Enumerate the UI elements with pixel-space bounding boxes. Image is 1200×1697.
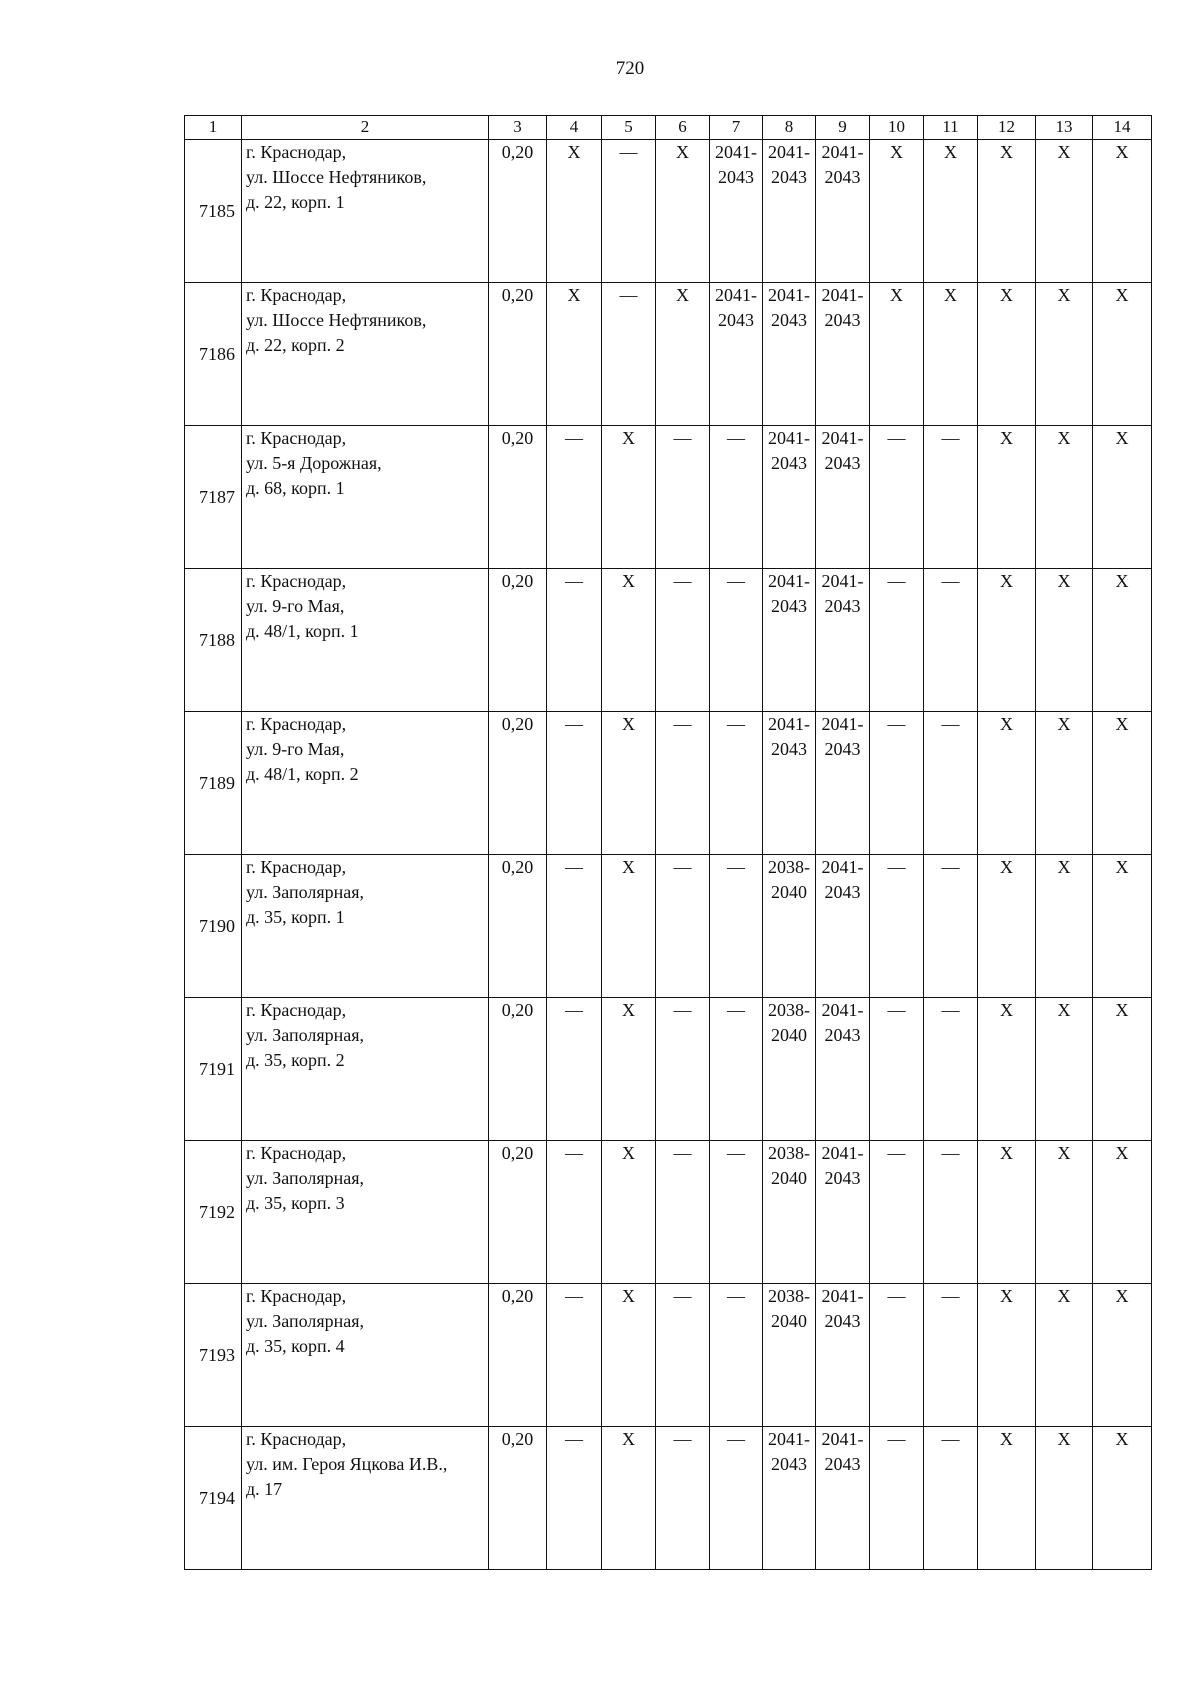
cell-col-5: X bbox=[602, 1427, 656, 1570]
period-line: 2040 bbox=[771, 882, 807, 902]
cell-col-12: X bbox=[978, 426, 1036, 569]
row-number: 7192 bbox=[185, 1141, 242, 1284]
address-line: г. Краснодар, bbox=[246, 1143, 347, 1163]
address-line: ул. Заполярная, bbox=[246, 1168, 365, 1188]
row-number: 7193 bbox=[185, 1284, 242, 1427]
cell-col-3: 0,20 bbox=[489, 1427, 547, 1570]
cell-col-9 bbox=[816, 855, 870, 998]
cell-col-8 bbox=[763, 1427, 816, 1570]
period-line: 2041- bbox=[768, 1429, 810, 1449]
period-line: — bbox=[727, 1143, 745, 1163]
cell-col-6: X bbox=[656, 283, 710, 426]
cell-col-10: — bbox=[870, 855, 924, 998]
period-line: 2043 bbox=[824, 739, 861, 759]
column-header: 5 bbox=[602, 116, 656, 140]
period-line: — bbox=[727, 1000, 745, 1020]
column-header: 8 bbox=[763, 116, 816, 140]
period-line: 2041- bbox=[821, 1286, 864, 1306]
column-header: 14 bbox=[1093, 116, 1152, 140]
cell-col-6: — bbox=[656, 1284, 710, 1427]
cell-col-5: X bbox=[602, 998, 656, 1141]
column-header: 13 bbox=[1036, 116, 1093, 140]
period-line: 2041- bbox=[821, 1429, 864, 1449]
period-line: 2043 bbox=[771, 167, 807, 187]
column-header: 2 bbox=[242, 116, 489, 140]
cell-col-9 bbox=[816, 569, 870, 712]
cell-col-8 bbox=[763, 1141, 816, 1284]
address-line: г. Краснодар, bbox=[246, 285, 347, 305]
period-line: 2038- bbox=[768, 1000, 810, 1020]
cell-col-11: — bbox=[924, 998, 978, 1141]
cell-col-14: X bbox=[1093, 283, 1152, 426]
address-cell bbox=[242, 140, 489, 283]
table-row bbox=[185, 712, 1152, 855]
address-line: ул. Заполярная, bbox=[246, 882, 365, 902]
cell-col-12: X bbox=[978, 1141, 1036, 1284]
cell-col-3: 0,20 bbox=[489, 998, 547, 1141]
address-line: д. 48/1, корп. 2 bbox=[246, 764, 359, 784]
row-number: 7185 bbox=[185, 140, 242, 283]
cell-col-4: — bbox=[547, 1427, 602, 1570]
row-number: 7188 bbox=[185, 569, 242, 712]
period-line: 2041- bbox=[821, 571, 864, 591]
cell-col-7 bbox=[710, 1141, 763, 1284]
period-line: 2041- bbox=[768, 142, 810, 162]
period-line: 2041- bbox=[821, 714, 864, 734]
period-line: 2043 bbox=[771, 1454, 807, 1474]
address-line: д. 22, корп. 1 bbox=[246, 192, 345, 212]
period-line: — bbox=[727, 571, 745, 591]
address-line: д. 35, корп. 4 bbox=[246, 1336, 345, 1356]
cell-col-12: X bbox=[978, 569, 1036, 712]
cell-col-7 bbox=[710, 998, 763, 1141]
cell-col-6: — bbox=[656, 712, 710, 855]
header-row bbox=[185, 116, 1152, 140]
address-line: ул. 9-го Мая, bbox=[246, 596, 345, 616]
period-line: 2041- bbox=[768, 285, 810, 305]
cell-col-10: X bbox=[870, 140, 924, 283]
cell-col-4: — bbox=[547, 1284, 602, 1427]
cell-col-6: — bbox=[656, 998, 710, 1141]
table-row bbox=[185, 1284, 1152, 1427]
cell-col-13: X bbox=[1036, 712, 1093, 855]
cell-col-14: X bbox=[1093, 1427, 1152, 1570]
address-cell bbox=[242, 998, 489, 1141]
address-line: д. 35, корп. 2 bbox=[246, 1050, 345, 1070]
cell-col-3: 0,20 bbox=[489, 140, 547, 283]
table-row bbox=[185, 998, 1152, 1141]
cell-col-14: X bbox=[1093, 140, 1152, 283]
column-header: 4 bbox=[547, 116, 602, 140]
cell-col-11: — bbox=[924, 1427, 978, 1570]
cell-col-12: X bbox=[978, 1427, 1036, 1570]
cell-col-8 bbox=[763, 1284, 816, 1427]
address-cell bbox=[242, 712, 489, 855]
column-header: 1 bbox=[185, 116, 242, 140]
cell-col-12: X bbox=[978, 855, 1036, 998]
cell-col-3: 0,20 bbox=[489, 569, 547, 712]
address-line: ул. им. Героя Яцкова И.В., bbox=[246, 1454, 448, 1474]
cell-col-4: — bbox=[547, 569, 602, 712]
cell-col-4: X bbox=[547, 283, 602, 426]
cell-col-14: X bbox=[1093, 569, 1152, 712]
cell-col-3: 0,20 bbox=[489, 283, 547, 426]
cell-col-7 bbox=[710, 1284, 763, 1427]
cell-col-13: X bbox=[1036, 426, 1093, 569]
period-line: 2043 bbox=[771, 596, 807, 616]
cell-col-12: X bbox=[978, 283, 1036, 426]
period-line: — bbox=[727, 714, 745, 734]
period-line: 2040 bbox=[771, 1168, 807, 1188]
cell-col-12: X bbox=[978, 712, 1036, 855]
period-line: 2043 bbox=[771, 310, 807, 330]
address-line: д. 22, корп. 2 bbox=[246, 335, 345, 355]
table-row bbox=[185, 426, 1152, 569]
address-line: г. Краснодар, bbox=[246, 1429, 347, 1449]
address-line: ул. Заполярная, bbox=[246, 1311, 365, 1331]
cell-col-9 bbox=[816, 998, 870, 1141]
period-line: 2043 bbox=[771, 453, 807, 473]
period-line: — bbox=[727, 857, 745, 877]
cell-col-11: — bbox=[924, 569, 978, 712]
cell-col-5: X bbox=[602, 1284, 656, 1427]
table-row bbox=[185, 140, 1152, 283]
cell-col-11: — bbox=[924, 426, 978, 569]
address-line: г. Краснодар, bbox=[246, 1000, 347, 1020]
cell-col-8 bbox=[763, 283, 816, 426]
cell-col-11: — bbox=[924, 855, 978, 998]
table-row bbox=[185, 569, 1152, 712]
period-line: 2043 bbox=[718, 167, 754, 187]
row-number: 7189 bbox=[185, 712, 242, 855]
cell-col-9 bbox=[816, 1284, 870, 1427]
column-header: 9 bbox=[816, 116, 870, 140]
address-line: д. 17 bbox=[246, 1479, 283, 1499]
row-number: 7187 bbox=[185, 426, 242, 569]
address-cell bbox=[242, 426, 489, 569]
period-line: 2041- bbox=[821, 1000, 864, 1020]
period-line: 2041- bbox=[821, 428, 864, 448]
address-line: ул. 9-го Мая, bbox=[246, 739, 345, 759]
cell-col-6: — bbox=[656, 855, 710, 998]
cell-col-5: X bbox=[602, 1141, 656, 1284]
address-line: ул. Заполярная, bbox=[246, 1025, 365, 1045]
column-header: 10 bbox=[870, 116, 924, 140]
address-cell bbox=[242, 569, 489, 712]
cell-col-14: X bbox=[1093, 855, 1152, 998]
period-line: 2041- bbox=[821, 285, 864, 305]
period-line: 2040 bbox=[771, 1025, 807, 1045]
cell-col-10: — bbox=[870, 712, 924, 855]
cell-col-9 bbox=[816, 1427, 870, 1570]
period-line: 2043 bbox=[824, 1454, 861, 1474]
period-line: 2040 bbox=[771, 1311, 807, 1331]
cell-col-13: X bbox=[1036, 569, 1093, 712]
cell-col-12: X bbox=[978, 998, 1036, 1141]
period-line: 2041- bbox=[768, 571, 810, 591]
address-line: д. 35, корп. 3 bbox=[246, 1193, 345, 1213]
column-header: 12 bbox=[978, 116, 1036, 140]
cell-col-14: X bbox=[1093, 426, 1152, 569]
cell-col-13: X bbox=[1036, 998, 1093, 1141]
period-line: 2043 bbox=[824, 453, 861, 473]
period-line: 2041- bbox=[768, 428, 810, 448]
table-row bbox=[185, 855, 1152, 998]
address-cell bbox=[242, 855, 489, 998]
cell-col-7 bbox=[710, 140, 763, 283]
period-line: 2043 bbox=[824, 596, 861, 616]
cell-col-9 bbox=[816, 426, 870, 569]
address-line: г. Краснодар, bbox=[246, 142, 347, 162]
cell-col-3: 0,20 bbox=[489, 855, 547, 998]
cell-col-14: X bbox=[1093, 998, 1152, 1141]
row-number: 7191 bbox=[185, 998, 242, 1141]
column-header: 6 bbox=[656, 116, 710, 140]
table-row bbox=[185, 1141, 1152, 1284]
address-line: г. Краснодар, bbox=[246, 571, 347, 591]
cell-col-10: — bbox=[870, 426, 924, 569]
cell-col-10: — bbox=[870, 569, 924, 712]
cell-col-4: X bbox=[547, 140, 602, 283]
cell-col-5: X bbox=[602, 426, 656, 569]
cell-col-6: — bbox=[656, 1141, 710, 1284]
cell-col-7 bbox=[710, 1427, 763, 1570]
cell-col-10: — bbox=[870, 1141, 924, 1284]
address-line: г. Краснодар, bbox=[246, 1286, 347, 1306]
period-line: — bbox=[727, 1286, 745, 1306]
period-line: — bbox=[727, 428, 745, 448]
address-cell bbox=[242, 283, 489, 426]
cell-col-11: — bbox=[924, 1141, 978, 1284]
address-line: г. Краснодар, bbox=[246, 428, 347, 448]
cell-col-14: X bbox=[1093, 1141, 1152, 1284]
period-line: 2043 bbox=[824, 1025, 861, 1045]
cell-col-3: 0,20 bbox=[489, 1141, 547, 1284]
cell-col-7 bbox=[710, 426, 763, 569]
address-line: д. 68, корп. 1 bbox=[246, 478, 345, 498]
cell-col-5: X bbox=[602, 569, 656, 712]
cell-col-11: X bbox=[924, 283, 978, 426]
cell-col-13: X bbox=[1036, 855, 1093, 998]
cell-col-13: X bbox=[1036, 1141, 1093, 1284]
cell-col-9 bbox=[816, 1141, 870, 1284]
period-line: 2043 bbox=[824, 167, 861, 187]
cell-col-13: X bbox=[1036, 140, 1093, 283]
address-cell bbox=[242, 1141, 489, 1284]
address-line: д. 48/1, корп. 1 bbox=[246, 621, 359, 641]
address-cell bbox=[242, 1427, 489, 1570]
column-header: 3 bbox=[489, 116, 547, 140]
address-line: г. Краснодар, bbox=[246, 857, 347, 877]
cell-col-6: — bbox=[656, 1427, 710, 1570]
period-line: 2043 bbox=[824, 1168, 861, 1188]
cell-col-11: X bbox=[924, 140, 978, 283]
register-table bbox=[184, 115, 1152, 1570]
cell-col-4: — bbox=[547, 855, 602, 998]
cell-col-9 bbox=[816, 140, 870, 283]
cell-col-8 bbox=[763, 855, 816, 998]
cell-col-4: — bbox=[547, 998, 602, 1141]
cell-col-8 bbox=[763, 140, 816, 283]
cell-col-6: — bbox=[656, 569, 710, 712]
cell-col-6: — bbox=[656, 426, 710, 569]
period-line: 2041- bbox=[821, 1143, 864, 1163]
address-line: ул. Шоссе Нефтяников, bbox=[246, 167, 427, 187]
cell-col-10: — bbox=[870, 1284, 924, 1427]
cell-col-9 bbox=[816, 283, 870, 426]
cell-col-13: X bbox=[1036, 1284, 1093, 1427]
cell-col-4: — bbox=[547, 426, 602, 569]
cell-col-8 bbox=[763, 998, 816, 1141]
row-number: 7186 bbox=[185, 283, 242, 426]
cell-col-7 bbox=[710, 712, 763, 855]
cell-col-10: X bbox=[870, 283, 924, 426]
period-line: 2038- bbox=[768, 1143, 810, 1163]
period-line: 2043 bbox=[771, 739, 807, 759]
period-line: 2041- bbox=[715, 285, 757, 305]
period-line: 2043 bbox=[824, 310, 861, 330]
period-line: 2041- bbox=[821, 142, 864, 162]
cell-col-3: 0,20 bbox=[489, 426, 547, 569]
address-cell bbox=[242, 1284, 489, 1427]
cell-col-7 bbox=[710, 569, 763, 712]
period-line: 2038- bbox=[768, 857, 810, 877]
cell-col-3: 0,20 bbox=[489, 1284, 547, 1427]
table-body bbox=[185, 140, 1152, 1570]
cell-col-8 bbox=[763, 712, 816, 855]
column-header: 7 bbox=[710, 116, 763, 140]
address-line: д. 35, корп. 1 bbox=[246, 907, 345, 927]
cell-col-5: X bbox=[602, 855, 656, 998]
cell-col-11: — bbox=[924, 712, 978, 855]
address-line: ул. 5-я Дорожная, bbox=[246, 453, 382, 473]
cell-col-9 bbox=[816, 712, 870, 855]
cell-col-14: X bbox=[1093, 1284, 1152, 1427]
cell-col-10: — bbox=[870, 998, 924, 1141]
period-line: 2043 bbox=[824, 882, 861, 902]
cell-col-13: X bbox=[1036, 283, 1093, 426]
cell-col-8 bbox=[763, 569, 816, 712]
row-number: 7194 bbox=[185, 1427, 242, 1570]
page-number: 720 bbox=[615, 58, 645, 79]
cell-col-11: — bbox=[924, 1284, 978, 1427]
period-line: 2041- bbox=[768, 714, 810, 734]
period-line: 2043 bbox=[718, 310, 754, 330]
table-row bbox=[185, 283, 1152, 426]
cell-col-6: X bbox=[656, 140, 710, 283]
column-header: 11 bbox=[924, 116, 978, 140]
cell-col-5: X bbox=[602, 712, 656, 855]
cell-col-10: — bbox=[870, 1427, 924, 1570]
period-line: 2038- bbox=[768, 1286, 810, 1306]
cell-col-4: — bbox=[547, 1141, 602, 1284]
cell-col-5: — bbox=[602, 283, 656, 426]
cell-col-3: 0,20 bbox=[489, 712, 547, 855]
cell-col-14: X bbox=[1093, 712, 1152, 855]
address-line: ул. Шоссе Нефтяников, bbox=[246, 310, 427, 330]
cell-col-8 bbox=[763, 426, 816, 569]
period-line: 2041- bbox=[715, 142, 757, 162]
period-line: — bbox=[727, 1429, 745, 1449]
cell-col-12: X bbox=[978, 1284, 1036, 1427]
cell-col-12: X bbox=[978, 140, 1036, 283]
cell-col-5: — bbox=[602, 140, 656, 283]
table-row bbox=[185, 1427, 1152, 1570]
cell-col-7 bbox=[710, 855, 763, 998]
cell-col-7 bbox=[710, 283, 763, 426]
cell-col-13: X bbox=[1036, 1427, 1093, 1570]
address-line: г. Краснодар, bbox=[246, 714, 347, 734]
period-line: 2043 bbox=[824, 1311, 861, 1331]
period-line: 2041- bbox=[821, 857, 864, 877]
row-number: 7190 bbox=[185, 855, 242, 998]
cell-col-4: — bbox=[547, 712, 602, 855]
